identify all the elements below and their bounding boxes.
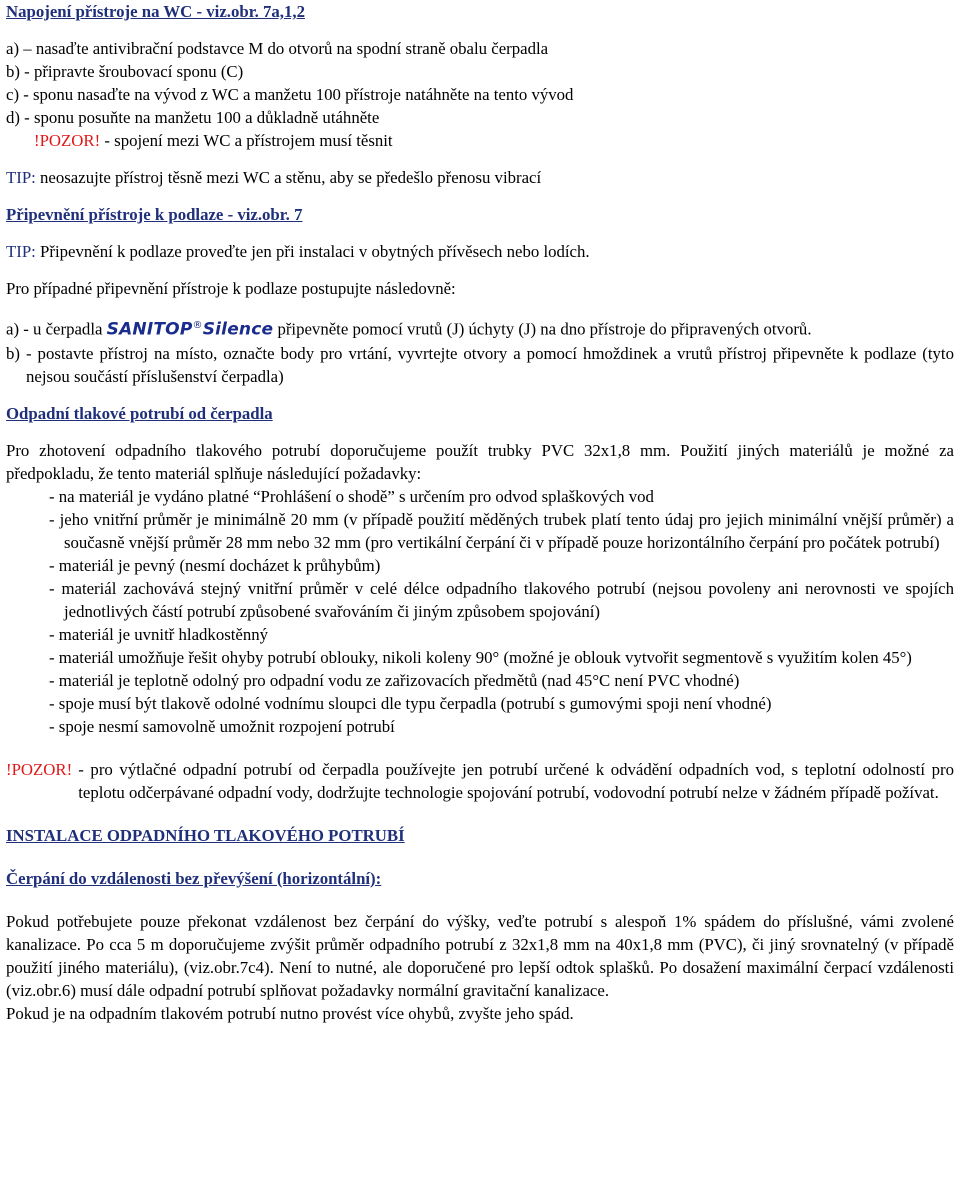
floor-mount-intro: Pro případné připevnění přístroje k podlaze postupujte následovně: xyxy=(6,279,456,298)
step-a-suffix: připevněte pomocí vrutů (J) úchyty (J) na dno přístroje do připravených otvorů. xyxy=(273,319,812,339)
section-title-floor-mount: Připevnění přístroje k podlaze - viz.obr. 7 xyxy=(6,205,303,224)
step-c: c) - sponu nasaďte na vývod z WC a manžetu 100 přístroje natáhněte na tento vývod xyxy=(6,85,574,104)
section-title-installation: INSTALACE ODPADNÍHO TLAKOVÉHO POTRUBÍ xyxy=(6,825,405,845)
logo-brand: SANITOP xyxy=(106,319,193,340)
warning-label: !POZOR! xyxy=(6,759,73,779)
step-a: a) – nasaďte antivibrační podstavce M do otvorů na spodní straně obalu čerpadla xyxy=(6,39,549,58)
section-title-pressure-pipe: Odpadní tlakové potrubí od čerpadla xyxy=(6,403,273,423)
horizontal-pumping-text: Pokud potřebujete pouze překonat vzdálenost bez čerpání do výšky, veďte potrubí s alespoň 1% spádem do příslušné, vámi zvolené kanalizace. Po cca 5 m doporučujeme zvýšit průměr odpadního potrubí z 32x1,8 mm na 40x1,8 mm (PVC), či jiný srovnatelný (v případě použití jiného materiálu), (viz.obr.7c4). Není to nutné, ale doporučené pro lepší odtok splašků. Po dosažení maximální čerpací vzdálenosti (viz.obr.6) musí dále odpadní potrubí splňovat požadavky normální gravitační kanalizace. xyxy=(6,911,954,1000)
tip-vibrations xyxy=(6,166,954,189)
requirement-item: - materiál zachovává stejný vnitřní průměr v celé délce odpadního tlakového potrubí (nejsou povoleny ani nerovnosti ve spojích jednotlivých částí potrubí způsobené svařováním či jiným způsobem spojování) xyxy=(49,578,954,621)
requirements-list xyxy=(6,485,954,738)
section-title-horizontal-pumping: Čerpání do vzdálenosti bez převýšení (horizontální): xyxy=(6,868,382,888)
document-page xyxy=(6,0,954,1025)
requirement-item: - na materiál je vydáno platné “Prohlášení o shodě” s určením pro odvod splaškových vod xyxy=(49,486,654,506)
requirement-item: - materiál umožňuje řešit ohyby potrubí oblouky, nikoli koleny 90° (možné je oblouk vytvořit segmentově s využitím kolen 45°) xyxy=(49,647,912,667)
floor-mount-step-a xyxy=(6,314,954,342)
tip-text: Připevnění k podlaze proveďte jen při instalaci v obytných přívěsech nebo lodích. xyxy=(35,242,590,261)
warning-text: - spojení mezi WC a přístrojem musí těsnit xyxy=(100,131,393,150)
requirement-item: - spoje musí být tlakově odolné vodnímu sloupci dle typu čerpadla (potrubí s gumovými spoji není vhodné) xyxy=(49,693,772,713)
floor-mount-step-b: b) - postavte přístroj na místo, označte body pro vrtání, vyvrtejte otvory a pomocí hmoždinek a vrutů přístroj připevněte k podlaze (tyto nejsou součástí příslušenství čerpadla) xyxy=(6,343,954,386)
sanitop-silence-logo xyxy=(107,314,274,342)
requirement-item: - materiál je teplotně odolný pro odpadní vodu ze zařizovacích předmětů (nad 45°C není PVC vhodné) xyxy=(49,670,740,690)
tip-text: neosazujte přístroj těsně mezi WC a stěnu, aby se předešlo přenosu vibrací xyxy=(35,168,542,187)
step-b: b) - připravte šroubovací sponu (C) xyxy=(6,62,244,81)
pressure-pipe-intro: Pro zhotovení odpadního tlakového potrubí doporučujeme použít trubky PVC 32x1,8 mm. Použití jiných materiálů je možné za předpokladu, že tento materiál splňuje následující požadavky: xyxy=(6,440,954,483)
requirement-item: - spoje nesmí samovolně umožnit rozpojení potrubí xyxy=(49,716,395,736)
warning-label: !POZOR! xyxy=(34,131,101,150)
section-title-wc-connection: Napojení přístroje na WC - viz.obr. 7a,1,2 xyxy=(6,2,305,21)
horizontal-pumping-note: Pokud je na odpadním tlakovém potrubí nutno provést více ohybů, zvyšte jeho spád. xyxy=(6,1003,574,1023)
logo-model: Silence xyxy=(202,319,274,340)
step-d: d) - sponu posuňte na manžetu 100 a důkladně utáhněte xyxy=(6,108,380,127)
warning-pressure-pipe xyxy=(6,758,954,804)
tip-label: TIP: xyxy=(6,168,36,187)
tip-label: TIP: xyxy=(6,242,36,261)
requirement-item: - materiál je uvnitř hladkostěnný xyxy=(49,624,269,644)
tip-floor-mount xyxy=(6,240,954,263)
warning-text: - pro výtlačné odpadní potrubí od čerpadla používejte jen potrubí určené k odvádění odpadních vod, s teplotní odolností pro teplotu odčerpávané odpadní vody, dodržujte technologie spojování potrubí, vodovodní potrubí nelze v žádném případě požívat. xyxy=(78,759,954,802)
registered-mark: ® xyxy=(192,320,203,331)
requirement-item: - materiál je pevný (nesmí docházet k průhybům) xyxy=(49,555,381,575)
requirement-item: - jeho vnitřní průměr je minimálně 20 mm (v případě použití měděných trubek platí tento údaj pro jejich minimální vnější průměr) a současně vnější průměr 28 mm nebo 32 mm (pro vertikální čerpání či v případě pouze horizontálního čerpání pro počátek potrubí) xyxy=(49,509,954,552)
step-a-prefix: a) - u čerpadla xyxy=(6,319,107,339)
warning-seal xyxy=(6,129,954,152)
